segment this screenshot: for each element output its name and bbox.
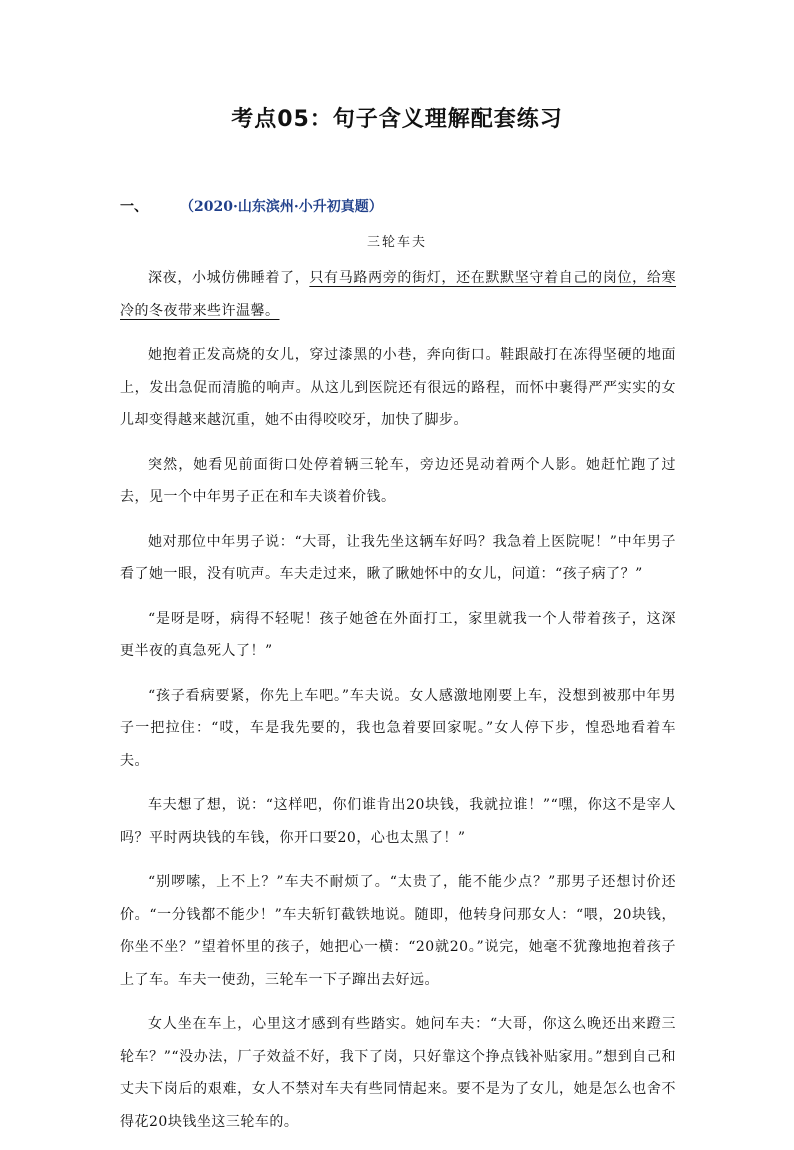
underlined-sentence: 只有马路两旁的街灯，还在默默坚守着自己的岗位，给寒冷的冬夜带来些许温馨。 — [120, 270, 677, 319]
paragraph: “是呀是呀，病得不轻呢！孩子她爸在外面打工，家里就我一个人带着孩子，这深更半夜的真急死人了！” — [120, 610, 676, 659]
paragraph: “孩子看病要紧，你先上车吧。”车夫说。女人感激地刚要上车，没想到被那中年男子一把拉住：“哎，车是我先要的，我也急着要回家呢。”女人停下步，惶恐地看着车夫。 — [120, 687, 676, 769]
paragraph: 她抱着正发高烧的女儿，穿过漆黑的小巷，奔向街口。鞋跟敲打在冻得坚硬的地面上，发出急促而清脆的响声。从这儿到医院还有很远的路程，而怀中裹得严严实实的女儿却变得越来越沉重，她不由得咬咬牙，加快了脚步。 — [120, 347, 676, 428]
paragraph-text: 深夜，小城仿佛睡着了， — [148, 270, 310, 286]
paragraph: 女人坐在车上，心里这才感到有些踏实。她问车夫：“大哥，你这么晚还出来蹬三轮车？”“没办法，厂子效益不好，我下了岗，只好靠这个挣点钱补贴家用。”想到自己和丈夫下岗后的艰难，女人不禁对车夫有些同情起来。要不是为了女儿，她是怎么也舍不得花20块钱坐这三轮车的。 — [120, 1016, 676, 1130]
question-number: 一、 — [120, 199, 148, 215]
paragraph: 突然，她看见前面街口处停着辆三轮车，旁边还晃动着两个人影。她赶忙跑了过去，见一个中年男子正在和车夫谈着价钱。 — [120, 456, 676, 505]
reading-passage — [120, 262, 676, 1150]
paragraph: 她对那位中年男子说：“大哥，让我先坐这辆车好吗？我急着上医院呢！”中年男子看了她一眼，没有吭声。车夫走过来，瞅了瞅她怀中的女儿，问道：“孩子病了？” — [120, 533, 676, 582]
page-title: 考点05：句子含义理解配套练习 — [231, 107, 563, 132]
paragraph: “别啰嗦，上不上？”车夫不耐烦了。“太贵了，能不能少点？”那男子还想讨价还价。“一分钱都不能少！”车夫斩钉截铁地说。随即，他转身问那女人：“喂，20块钱，你坐不坐？”望着怀里的孩子，她把心一横：“20就20。”说完，她毫不犹豫地抱着孩子上了车。车夫一使劲，三轮车一下子蹿出去好远。 — [120, 874, 676, 988]
question-heading — [120, 196, 383, 216]
paragraph: 车夫想了想，说：“这样吧，你们谁肯出20块钱，我就拉谁！”“嘿，你这不是宰人吗？平时两块钱的车钱，你开口要20，心也太黑了！” — [120, 797, 676, 846]
paragraph — [120, 262, 676, 327]
question-source: （2020·山东滨州·小升初真题） — [180, 199, 383, 215]
story-title: 三轮车夫 — [366, 235, 427, 250]
